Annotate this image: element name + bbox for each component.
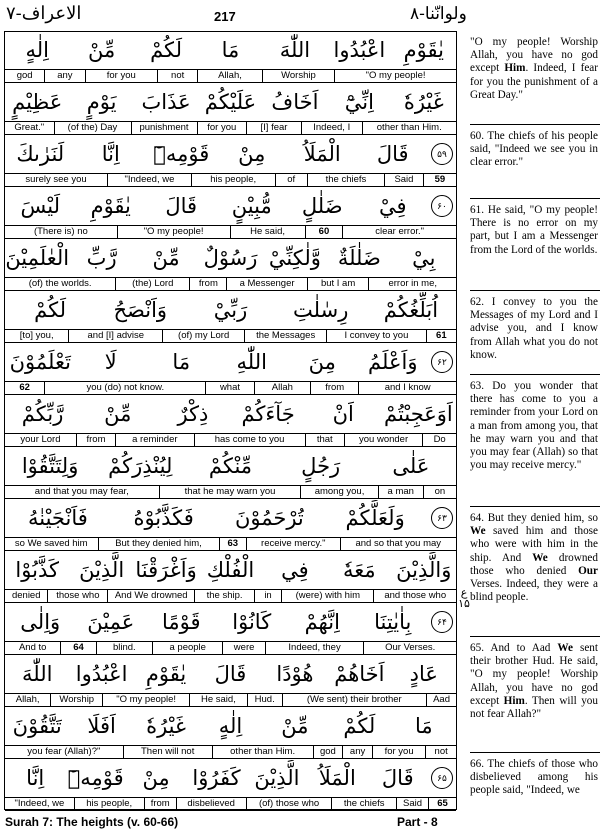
word-gloss: you fear (Allah)?" (5, 746, 124, 758)
translation-paragraph: 60. The chiefs of his people said, "Indeed we see you in clear error." (470, 130, 598, 169)
arabic-line (5, 84, 456, 121)
arabic-word: لَا (104, 350, 117, 374)
word-gloss: a man (379, 486, 424, 498)
word-gloss: his people, (192, 174, 276, 186)
arabic-word: غَيْرُهٗ (403, 90, 444, 114)
verse-row (5, 552, 456, 604)
word-gloss: [to] you, (5, 330, 69, 342)
gloss-line (5, 745, 456, 759)
word-gloss: clear error." (375, 226, 425, 237)
verse-row (5, 84, 456, 136)
arabic-word: رَسُوْلٌ (203, 246, 258, 270)
word-gloss: "O my people! (118, 226, 231, 238)
gloss-line (5, 485, 456, 499)
arabic-word: مَا (172, 350, 191, 374)
arabic-word: فَكَذَّبُوْهُ (133, 506, 194, 530)
word-gloss: Our Verses. (385, 642, 436, 653)
arabic-line (5, 188, 456, 225)
arabic-word: ضَلٰلٍ (301, 194, 343, 218)
word-gloss: 62 (5, 382, 45, 394)
verse-row (5, 240, 456, 292)
gloss-line (5, 225, 456, 239)
word-gloss: disbelieved (177, 798, 247, 810)
word-gloss: the chiefs (308, 174, 385, 186)
word-gloss: any (45, 70, 85, 82)
arabic-word: قَوْمِهٖٓ (153, 142, 210, 166)
word-gloss: denied (5, 590, 48, 602)
arabic-word: الْعٰلَمِيْنَ (5, 246, 70, 270)
arabic-word: بِاٰيٰتِنَا (374, 610, 412, 634)
arabic-word: قَالَ (376, 142, 409, 166)
arabic-line (5, 32, 456, 69)
arabic-word: اِنَّهُمْ (304, 610, 340, 634)
arabic-word: لَنَرٰىكَ (16, 142, 65, 166)
arabic-word: وَاِلٰى (20, 610, 61, 634)
arabic-word: مَا (414, 714, 433, 738)
arabic-line (5, 136, 456, 173)
word-gloss: (were) with him (282, 590, 374, 602)
gloss-line (5, 173, 456, 187)
arabic-word: عَمِيْنَ (87, 610, 135, 634)
arabic-word: ضَلٰلَةٌ (337, 246, 381, 270)
word-gloss: (of the) Day (55, 122, 132, 134)
arabic-word: تُرْحَمُوْنَ (234, 506, 304, 530)
word-gloss: a reminder (116, 434, 194, 446)
arabic-word: رَجُلٍ (301, 454, 341, 478)
gloss-line (5, 641, 456, 655)
word-gloss: for you (86, 70, 158, 82)
arabic-line (5, 292, 456, 329)
word-gloss: Indeed, they (266, 642, 365, 654)
arabic-word: كَفَرُوْا (192, 766, 241, 790)
verse-row (5, 656, 456, 708)
arabic-word: عَظِيْمٍ (12, 90, 63, 114)
arabic-word: وَاَعْلَمُ (368, 350, 418, 374)
translation-paragraph: 65. And to Aad We sent their brother Hud. He said, "O my people! Worship Allah, you have no god except Him. Then will you not fear Allah?" (470, 642, 598, 721)
word-gloss: and those who (384, 590, 447, 601)
word-gloss: not (434, 746, 448, 757)
gloss-line (5, 381, 456, 395)
divider (470, 506, 600, 507)
translation-paragraph: 64. But they denied him, so We saved him and those who were with him in the ship. And We drowned those who denied Our Verses. Indeed, they were a blind people. (470, 512, 598, 604)
word-gloss: but I am (308, 278, 370, 290)
arabic-word: وَاَغْرَقْنَا (135, 558, 197, 582)
arabic-word: الَّذِيْنَ (254, 766, 300, 790)
divider (470, 636, 600, 637)
arabic-word: فِي (281, 558, 309, 582)
word-gloss: from (311, 382, 359, 394)
word-gloss: (the) Lord (116, 278, 190, 290)
word-gloss: Hud. (248, 694, 283, 706)
arabic-word: اِنَّا (101, 142, 120, 166)
word-gloss: the Messages (245, 330, 327, 342)
arabic-line (5, 604, 456, 641)
arabic-word: يٰقَوْمِ (145, 662, 187, 686)
verse-row (5, 136, 456, 188)
arabic-word: قَالَ (214, 662, 247, 686)
word-gloss: Great." (5, 122, 55, 134)
arabic-word: وَلِتَتَّقُوْا (21, 454, 79, 478)
word-gloss: that (306, 434, 345, 446)
word-gloss: (of) my Lord (163, 330, 245, 342)
word-gloss: He said, (190, 694, 248, 706)
word-gloss: (of) the worlds. (5, 278, 116, 290)
word-gloss: you wonder (345, 434, 423, 446)
gloss-line (5, 797, 456, 811)
arabic-word: وَاَنْصَحُ (113, 298, 168, 322)
word-gloss: Aad (433, 694, 450, 705)
arabic-word: قَالَ (381, 766, 414, 790)
divider (470, 290, 600, 291)
word-gloss: your Lord (5, 434, 77, 446)
arabic-word: تَعْلَمُوْنَ (9, 350, 71, 374)
juz-name-arabic: ولوانّنا-٨ (410, 4, 467, 24)
word-gloss: Said (385, 174, 424, 186)
word-gloss: "Indeed, we (5, 798, 75, 810)
arabic-word: اَفَلَا (87, 714, 116, 738)
verse-row (5, 500, 456, 552)
word-gloss: for you (373, 746, 426, 758)
arabic-word: هُوْدًا (276, 662, 314, 686)
gloss-line (5, 589, 456, 603)
gloss-line (5, 69, 456, 83)
arabic-word: اعْبُدُوا (333, 38, 386, 62)
arabic-word: مِنَ (308, 350, 336, 374)
footer-part-label: Part - 8 (397, 815, 438, 829)
verse-row (5, 32, 456, 84)
arabic-word: وَالَّذِيْنَ (396, 558, 452, 582)
word-gloss: and [I] advise (69, 330, 163, 342)
word-gloss: Worship (51, 694, 103, 706)
verse-row (5, 448, 456, 500)
word-gloss: Indeed, I (302, 122, 363, 134)
arabic-word: مَعَهٗ (343, 558, 376, 582)
arabic-word: مِّنْ (88, 38, 116, 62)
word-gloss: I convey to you (327, 330, 427, 342)
word-gloss: any (343, 746, 373, 758)
word-gloss: from (145, 798, 177, 810)
arabic-word: رَبِّيْ (213, 298, 248, 322)
word-gloss: and so that you may (355, 538, 442, 549)
translation-paragraph: 63. Do you wonder that there has come to you a reminder from your Lord on a man from among you, that he may warn you and that you may fear (Allah) so that you may receive mercy." (470, 380, 598, 472)
translation-paragraph: 62. I convey to you the Messages of my Lord and I advise you, and I know from Allah what you do not know. (470, 296, 598, 361)
arabic-word: عَذَابَ (141, 90, 191, 114)
divider (470, 374, 600, 375)
arabic-word: الَّذِيْنَ (79, 558, 125, 582)
word-gloss: Do (433, 434, 446, 445)
word-gloss: the ship. (195, 590, 255, 602)
word-gloss: And to (5, 642, 61, 654)
word-gloss: so We saved him (5, 538, 99, 550)
word-gloss: from (77, 434, 116, 446)
arabic-line (5, 760, 456, 797)
verse-row (5, 188, 456, 240)
verse-number-marker: ۵۹ (431, 143, 453, 165)
arabic-line (5, 396, 456, 433)
word-gloss: those who (48, 590, 108, 602)
arabic-word: مِّنْ (281, 714, 309, 738)
arabic-word: لِيُنْذِرَكُمْ (108, 454, 173, 478)
page-number: 217 (214, 9, 236, 24)
arabic-word: مِّنْ (104, 402, 132, 426)
word-gloss: 61 (436, 330, 447, 341)
verse-row (5, 760, 456, 812)
word-gloss: Said (397, 798, 429, 810)
word-gloss: (There is) no (5, 226, 118, 238)
word-gloss: 64 (61, 642, 96, 654)
arabic-word: قَوْمًا (161, 610, 201, 634)
word-gloss: But they denied him, (99, 538, 220, 550)
arabic-word: فَاَنْجَيْنٰهُ (27, 506, 88, 530)
arabic-word: اللّٰهَ (21, 662, 53, 686)
arabic-word: يَوْمٍ (86, 90, 117, 114)
translation-paragraph: "O my people! Worship Allah, you have no god except Him. Indeed, I fear for you the punishment of a Great Day." (470, 36, 598, 101)
arabic-word: اَنْ (332, 402, 354, 426)
word-gloss: Allah (255, 382, 311, 394)
arabic-line (5, 656, 456, 693)
word-gloss: has come to you (195, 434, 306, 446)
arabic-word: الْمَلَاُ (303, 142, 341, 166)
word-gloss: 59 (434, 174, 446, 185)
word-gloss: receive mercy." (247, 538, 341, 550)
gloss-line (5, 277, 456, 291)
verse-row (5, 708, 456, 760)
word-gloss: god (5, 70, 45, 82)
gloss-line (5, 537, 456, 551)
arabic-word: اللّٰهَ (279, 38, 311, 62)
arabic-word: مِنْ (142, 766, 170, 790)
arabic-word: عَادٍ (409, 662, 438, 686)
translation-paragraph: 61. He said, "O my people! There is no error on my part, but I am a Messenger from the Lord of the worlds. (470, 204, 598, 256)
arabic-word: لَيْسَ (20, 194, 60, 218)
arabic-word: وَّلٰكِنِّيْ (268, 246, 321, 270)
arabic-word: كَانُوْا (232, 610, 272, 634)
arabic-word: كَذَّبُوْا (15, 558, 59, 582)
footer-surah-label: Surah 7: The heights (v. 60-66) (5, 815, 179, 829)
arabic-line (5, 552, 456, 589)
word-gloss: Allah, (198, 70, 262, 82)
arabic-word: يٰقَوْمِ (403, 38, 444, 62)
arabic-word: اِنِّيْٓ (344, 90, 374, 114)
arabic-word: مَا (221, 38, 240, 62)
verse-number-marker: ۶۵ (431, 767, 453, 789)
word-gloss: [I] fear (247, 122, 302, 134)
arabic-word: الْمَلَاُ (318, 766, 356, 790)
arabic-word: يٰقَوْمِ (90, 194, 131, 218)
arabic-word: ذِكْرٌ (177, 402, 209, 426)
arabic-word: اللّٰهِ (236, 350, 267, 374)
arabic-line (5, 708, 456, 745)
arabic-word: مِّنْ (152, 246, 180, 270)
arabic-word: اِنَّا (26, 766, 45, 790)
arabic-word: رَّبِّكُمْ (21, 402, 64, 426)
word-gloss: and that you may fear, (5, 486, 160, 498)
word-gloss: for you (198, 122, 248, 134)
arabic-word: اِلٰهٍ (25, 38, 49, 62)
arabic-word: رَّبِّ (86, 246, 117, 270)
arabic-word: رِسٰلٰتِ (293, 298, 349, 322)
word-gloss: error in me, (388, 278, 438, 289)
word-gloss: Worship (263, 70, 335, 82)
word-gloss: He said, (231, 226, 306, 238)
verse-number-marker: ۶۲ (431, 351, 453, 373)
word-gloss: his people, (75, 798, 145, 810)
arabic-word: اَخَافُ (271, 90, 319, 114)
word-gloss: from (190, 278, 227, 290)
word-gloss: Allah, (5, 694, 51, 706)
word-gloss: (We sent) their brother (283, 694, 428, 706)
word-gloss: a people (153, 642, 223, 654)
word-gloss: "O my people! (103, 694, 190, 706)
gloss-line (5, 329, 456, 343)
gloss-line (5, 433, 456, 447)
word-gloss: punishment (132, 122, 198, 134)
arabic-word: اَوَعَجِبْتُمْ (384, 402, 453, 426)
verse-number-marker: ۶۴ (431, 611, 453, 633)
word-gloss: surely see you (5, 174, 108, 186)
word-gloss: in (255, 590, 282, 602)
word-gloss: god (314, 746, 344, 758)
arabic-word: اعْبُدُوا (75, 662, 128, 686)
translation-paragraph: 66. The chiefs of those who disbelieved among his people said, "Indeed, we (470, 758, 598, 797)
arabic-word: قَوْمِهٖٓ (67, 766, 124, 790)
arabic-word: مِّنْكُمْ (208, 454, 253, 478)
arabic-word: اَخَاهُمْ (334, 662, 385, 686)
word-gloss: other than Him. (213, 746, 314, 758)
word-gloss: blind. (97, 642, 153, 654)
verse-row (5, 344, 456, 396)
word-gloss: Then will not (124, 746, 213, 758)
word-gloss: that he may warn you (160, 486, 302, 498)
arabic-word: تَتَّقُوْنَ (12, 714, 62, 738)
word-gloss: what (206, 382, 254, 394)
arabic-word: جَآءَكُمْ (241, 402, 295, 426)
arabic-word: عَلٰى (392, 454, 430, 478)
surah-name-arabic: الاعراف-٧ (6, 3, 82, 24)
arabic-word: اُبَلِّغُكُمْ (383, 298, 439, 322)
arabic-word: غَيْرُهٗ (146, 714, 187, 738)
divider (470, 124, 600, 125)
arabic-line (5, 500, 456, 537)
word-by-word-grid (4, 31, 457, 810)
arabic-word: لَكُمْ (150, 38, 183, 62)
verse-number-marker: ۶۰ (431, 195, 453, 217)
word-gloss: among you, (301, 486, 378, 498)
arabic-word: لَكُمْ (34, 298, 67, 322)
gloss-line (5, 693, 456, 707)
arabic-line (5, 448, 456, 485)
verse-row (5, 396, 456, 448)
arabic-word: عَلَيْكُمْ (204, 90, 257, 114)
verse-row (5, 604, 456, 656)
word-gloss: were (223, 642, 265, 654)
word-gloss: 60 (306, 226, 344, 238)
verse-number-marker: ۶۳ (431, 507, 453, 529)
word-gloss: "Indeed, we (108, 174, 192, 186)
word-gloss: the chiefs (333, 798, 397, 810)
word-gloss: and I know (384, 382, 431, 393)
arabic-line (5, 344, 456, 381)
word-gloss: on (434, 486, 446, 497)
word-gloss: 63 (220, 538, 248, 550)
arabic-word: مِنْ (238, 142, 266, 166)
arabic-line (5, 240, 456, 277)
word-gloss: 65 (437, 798, 448, 809)
arabic-word: قَالَ (165, 194, 198, 218)
word-gloss: And We drowned (108, 590, 195, 602)
verse-row (5, 292, 456, 344)
arabic-word: اِلٰهٍ (218, 714, 243, 738)
word-gloss: you (do) not know. (45, 382, 206, 394)
arabic-word: مُّبِيْنٍ (231, 194, 272, 218)
ruku-marker: ع ۱۵ (458, 587, 470, 610)
word-gloss: of (276, 174, 308, 186)
word-gloss: (of) those who (247, 798, 333, 810)
arabic-word: الْفُلْكِ (206, 558, 255, 582)
word-gloss: other than Him. (376, 122, 442, 133)
arabic-word: لَكُمْ (343, 714, 376, 738)
divider (470, 752, 600, 753)
arabic-word: فِيْ (378, 194, 407, 218)
word-gloss: not (158, 70, 198, 82)
divider (470, 198, 600, 199)
gloss-line (5, 121, 456, 135)
word-gloss: "O my people! (365, 70, 426, 81)
arabic-word: وَلَعَلَّكُمْ (345, 506, 405, 530)
word-gloss: a Messenger (227, 278, 307, 290)
arabic-word: بِيْ (412, 246, 436, 270)
